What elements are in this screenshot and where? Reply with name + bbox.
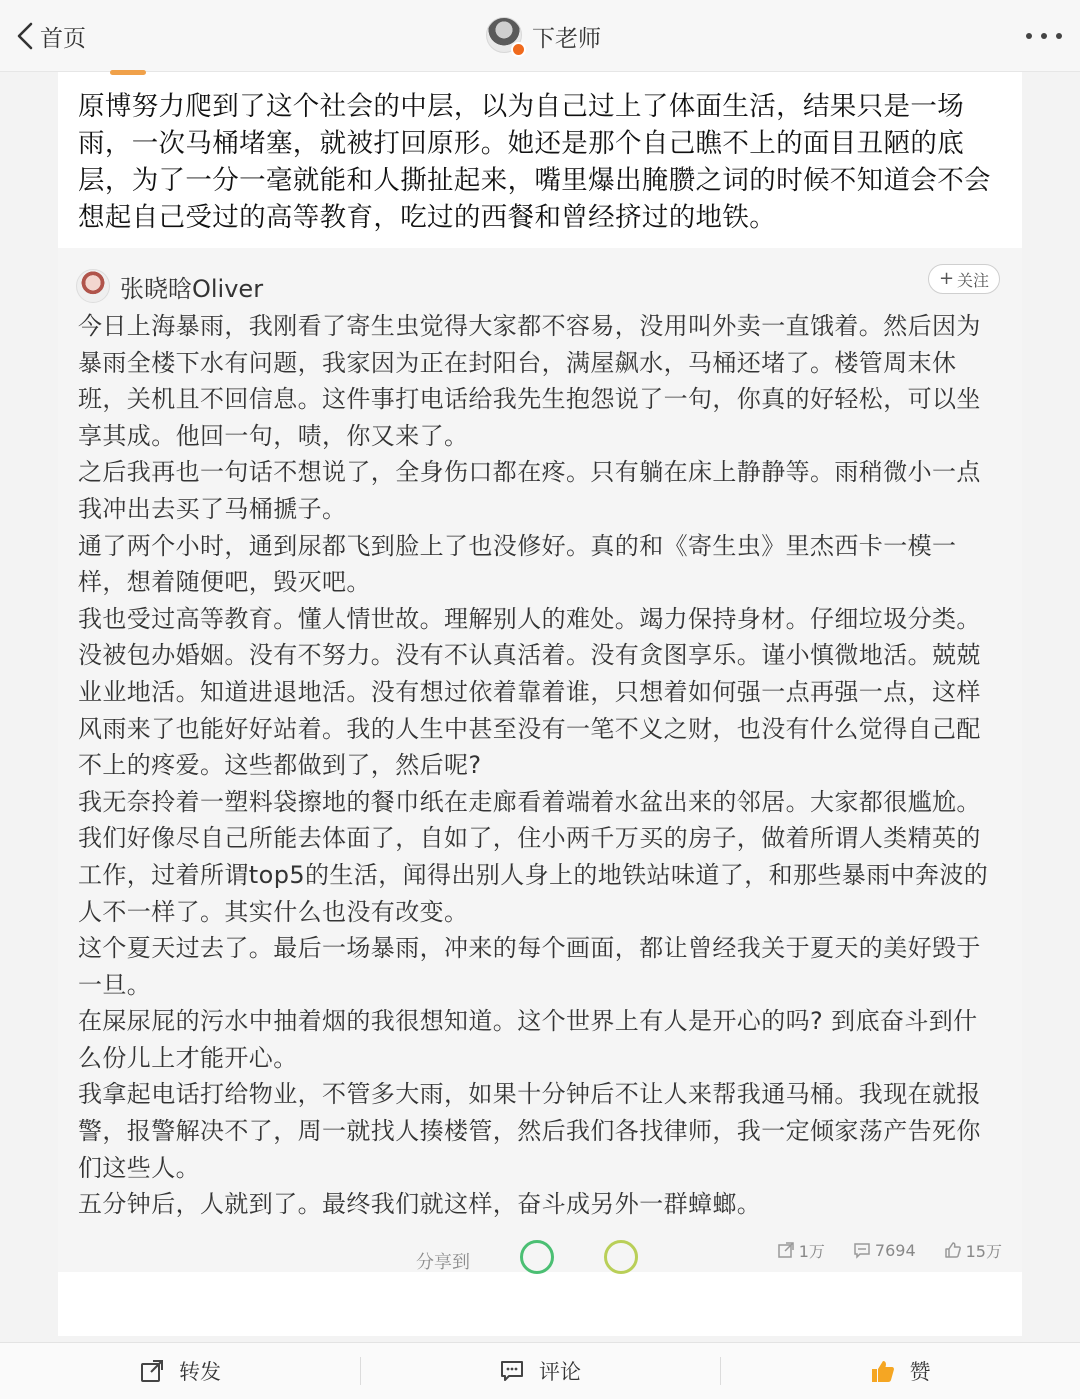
repost-button[interactable] bbox=[0, 1343, 360, 1399]
post-card bbox=[58, 72, 1022, 1336]
avatar[interactable] bbox=[486, 17, 524, 55]
retweeted-post[interactable] bbox=[58, 248, 1022, 1272]
top-nav-bar bbox=[0, 0, 1080, 72]
thumbs-up-icon bbox=[870, 1358, 896, 1384]
chevron-left-icon bbox=[14, 21, 36, 51]
retweeted-paragraph: 通了两个小时，通到尿都飞到脸上了也没修好。真的和《寄生虫》里杰西卡一模一样，想着随便吧，毁灭吧。 bbox=[78, 531, 957, 597]
more-options-icon[interactable] bbox=[1026, 22, 1062, 50]
like-count-value: 15万 bbox=[965, 1241, 1002, 1261]
comment-label: 评论 bbox=[539, 1360, 581, 1384]
comment-button[interactable] bbox=[360, 1343, 720, 1399]
repost-label: 转发 bbox=[179, 1360, 221, 1384]
share-label: 分享到 bbox=[416, 1252, 470, 1273]
more-dot bbox=[1026, 33, 1032, 39]
more-dot bbox=[1056, 33, 1062, 39]
bottom-toolbar bbox=[0, 1342, 1080, 1399]
retweeted-paragraph: 之后我再也一句话不想说了，全身伤口都在疼。只有躺在床上静静等。雨稍微小一点我冲出去买了马桶搋子。 bbox=[78, 458, 981, 523]
retweeted-text bbox=[78, 308, 998, 1223]
retweeted-author-avatar[interactable] bbox=[76, 269, 110, 303]
retweeted-paragraph: 这个夏天过去了。最后一场暴雨，冲来的每个画面，都让曾经我关于夏天的美好毁于一旦。 bbox=[78, 934, 981, 999]
verified-badge-icon bbox=[511, 42, 526, 57]
repost-icon bbox=[139, 1358, 165, 1384]
retweeted-paragraph: 在屎尿屁的污水中抽着烟的我很想知道。这个世界上有人是开心的吗? 到底奋斗到什么份儿上才能开心。 bbox=[78, 1007, 978, 1072]
nav-user[interactable] bbox=[486, 14, 601, 58]
post-text: 原博努力爬到了这个社会的中层，以为自己过上了体面生活，结果只是一场雨，一次马桶堵塞，就被打回原形。她还是那个自己瞧不上的面目丑陋的底层，为了一分一毫就能和人撕扯起来，嘴里爆出腌臜之词的时候不知道会不会想起自己受过的高等教育，吃过的西餐和曾经挤过的地铁。 bbox=[78, 91, 991, 233]
moments-icon[interactable] bbox=[604, 1240, 638, 1274]
back-label: 首页 bbox=[40, 25, 86, 52]
like-button[interactable] bbox=[720, 1343, 1080, 1399]
retweeted-paragraph: 我拿起电话打给物业，不管多大雨，如果十分钟后不让人来帮我通马桶。我现在就报警，报警解决不了，周一就找人揍楼管，然后我们各找律师，我一定倾家荡产告死你们这些人。 bbox=[78, 1080, 981, 1182]
follow-label: 关注 bbox=[957, 270, 990, 290]
retweeted-author-name[interactable]: 张晓晗Oliver bbox=[120, 274, 264, 303]
more-dot bbox=[1041, 33, 1047, 39]
nav-title: 下老师 bbox=[532, 25, 601, 52]
follow-button[interactable] bbox=[928, 264, 1000, 294]
retweeted-author[interactable] bbox=[76, 266, 263, 306]
back-button[interactable] bbox=[14, 16, 86, 56]
comment-icon bbox=[499, 1358, 525, 1384]
repost-count-value: 1万 bbox=[798, 1241, 825, 1261]
card-accent-mark bbox=[110, 70, 146, 75]
comment-count-value: 7694 bbox=[874, 1240, 916, 1260]
retweeted-paragraph: 我也受过高等教育。懂人情世故。理解别人的难处。竭力保持身材。仔细垃圾分类。没被包办婚姻。没有不努力。没有不认真活着。没有贪图享乐。谨小慎微地活。兢兢业业地活。知道进退地活。没有想过依着靠着谁，只想着如何强一点再强一点，这样风雨来了也能好好站着。我的人生中甚至没有一笔不义之财，也没有什么觉得自己配不上的疼爱。这些都做到了，然后呢? bbox=[78, 604, 981, 780]
retweeted-paragraph: 我无奈拎着一塑料袋擦地的餐巾纸在走廊看着端着水盆出来的邻居。大家都很尴尬。我们好像尽自己所能去体面了，自如了，住小两千万买的房子，做着所谓人类精英的工作，过着所谓top5的生活，闻得出别人身上的地铁站味道了，和那些暴雨中奔波的人不一样了。其实什么也没有改变。 bbox=[78, 787, 989, 926]
like-label: 赞 bbox=[909, 1360, 931, 1384]
wechat-icon[interactable] bbox=[520, 1240, 554, 1274]
share-row bbox=[0, 1240, 1080, 1290]
retweeted-paragraph: 五分钟后，人就到了。最终我们就这样，奋斗成另外一群蟑螂。 bbox=[78, 1190, 762, 1219]
retweeted-paragraph: 今日上海暴雨，我刚看了寄生虫觉得大家都不容易，没用叫外卖一直饿着。然后因为暴雨全楼下水有问题，我家因为正在封阳台，满屋飙水，马桶还堵了。楼管周末休班，关机且不回信息。这件事打电话给我先生抱怨说了一句，你真的好轻松，可以坐享其成。他回一句，啧，你又来了。 bbox=[78, 312, 981, 450]
plus-icon: + bbox=[938, 268, 955, 289]
